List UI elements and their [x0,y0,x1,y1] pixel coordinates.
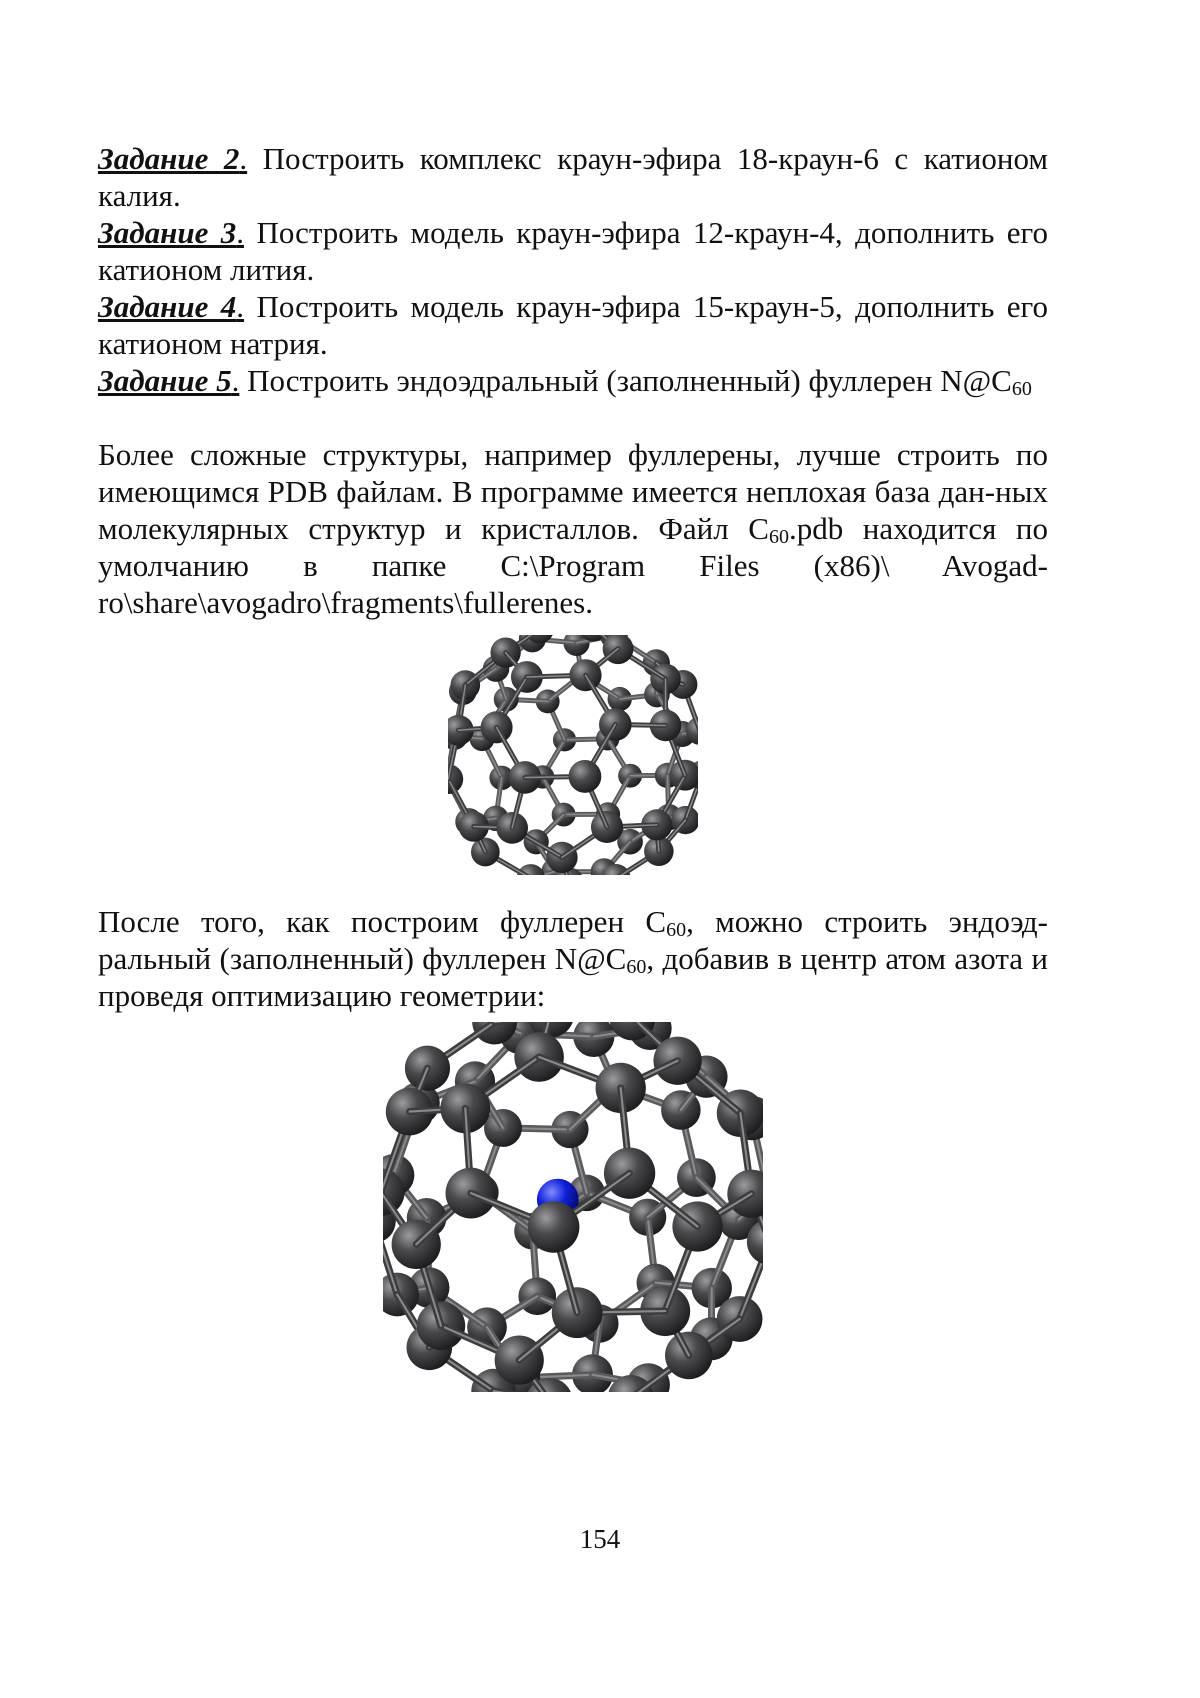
task-4-label: Задание 4 [98,289,237,324]
task-5-label: Задание 5 [98,363,232,398]
paragraph-endo-subscript-1: 60 [666,919,687,941]
paragraph-gap [98,399,1048,436]
n-at-c60-fullerene-figure [383,1022,763,1392]
task-4-dot: . [236,289,245,324]
paragraph-endo-part3: , добавив в центр атом азота и проведя оптимизацию геометрии: [98,941,1048,1013]
task-5-dot: . [231,363,240,398]
paragraph-endohedral [98,903,1048,1014]
c60-fullerene-figure [448,635,698,875]
paragraph-pdb-files [98,436,1048,621]
task-5-subscript: 60 [1011,378,1032,400]
carbon-atom [528,1201,580,1253]
task-5 [98,362,1048,399]
task-3-label: Задание 3 [98,215,237,250]
paragraph-endo-subscript-2: 60 [626,956,647,978]
paragraph-endo-part2: , можно строить эндоэд-ральный (заполненный) фуллерен N@C [98,904,1049,976]
task-2-dot: . [239,141,248,176]
paragraph-pdb-subscript: 60 [768,526,789,548]
task-4 [98,288,1048,362]
carbon-atom [569,760,602,793]
task-2-text: Построить комплекс краун-эфира 18-краун-6 с катионом калия. [98,141,1048,213]
page-number: 154 [579,1524,621,1554]
paragraph-pdb-part2: .pdb находится по умолчанию в папке C:\Program Files (x86)\ Avogad-ro\share\avogadro\fragments\fullerenes. [98,511,1049,620]
task-4-text: Построить модель краун-эфира 15-краун-5, дополнить его катионом натрия. [98,289,1048,361]
task-3-dot: . [236,215,245,250]
task-3 [98,214,1048,288]
task-2-label: Задание 2 [98,141,240,176]
paragraph-endo-part1: После того, как построим фуллерен C [98,904,667,939]
document-page [98,140,1048,1392]
task-5-text: Построить эндоэдральный (заполненный) фуллерен N@C [239,363,1012,398]
task-3-text: Построить модель краун-эфира 12-краун-4, дополнить его катионом лития. [98,215,1048,287]
paragraph-pdb-part1: Более сложные структуры, например фуллерены, лучше строить по имеющимся PDB файлам. В программе имеется неплохая база дан-ных молекулярных структур и кристаллов. Файл C [98,437,1048,546]
task-2 [98,140,1048,214]
